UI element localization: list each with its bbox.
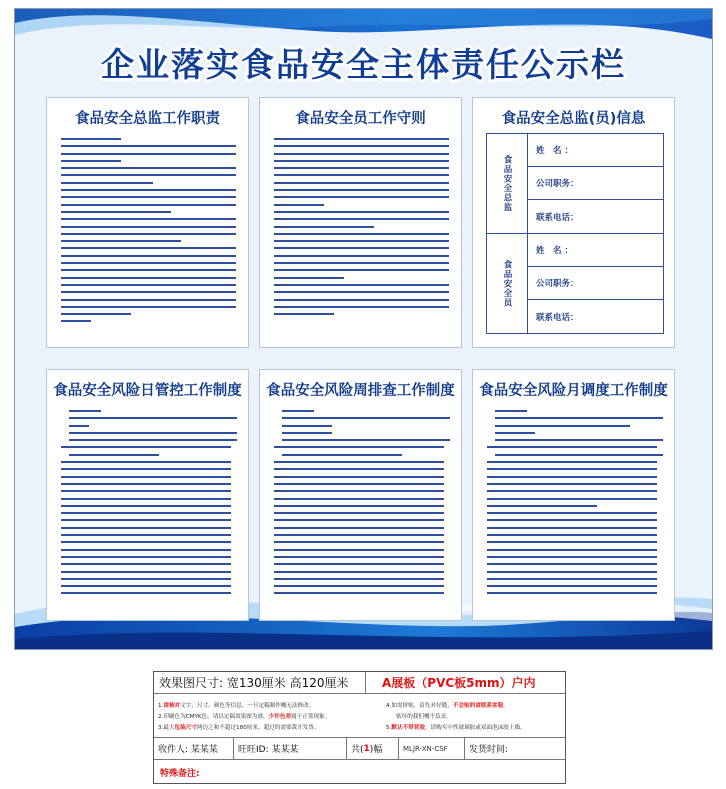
placeholder-text-lines	[61, 138, 236, 328]
panel-weekly-check	[259, 369, 462, 621]
info-table	[486, 133, 664, 334]
receiver-label: 收件人: 某某某	[154, 738, 234, 759]
panel-title: 食品安全风险周排查工作制度	[266, 383, 455, 399]
panel-title: 食品安全风险月调度工作制度	[479, 383, 668, 399]
info-row-position: 公司职务：	[528, 167, 663, 200]
product-code: MLJR-XN-CSF	[399, 738, 465, 759]
panel-title: 食品安全总监工作职责	[75, 111, 220, 127]
placeholder-text-lines	[274, 138, 449, 320]
sheet-count: 共( 1 )幅	[347, 738, 399, 759]
info-row-position: 公司职务：	[528, 267, 663, 300]
info-row-phone: 联系电话：	[536, 212, 579, 223]
info-group-director	[487, 134, 663, 234]
group-label: 食品安全员	[502, 259, 512, 308]
order-spec-card	[153, 671, 566, 784]
panel-daily-control	[46, 369, 249, 621]
material-label: A展板（PVC板5mm）户内	[382, 676, 536, 690]
group-label: 食品安全总监	[502, 155, 512, 212]
placeholder-text-lines	[61, 410, 237, 600]
panel-title: 食品安全风险日管控工作制度	[53, 383, 242, 399]
placeholder-text-lines	[487, 410, 663, 600]
info-group-officer	[487, 234, 663, 333]
placeholder-text-lines	[274, 410, 450, 600]
panel-officer-rules	[259, 97, 462, 348]
board-title: 企业落实食品安全主体责任公示栏	[101, 45, 626, 84]
panel-director-duties	[46, 97, 249, 348]
wangwang-label: 旺旺ID: 某某某	[234, 738, 347, 759]
info-row-name: 姓 名 ：	[528, 134, 663, 167]
panel-title: 食品安全员工作守则	[295, 111, 426, 127]
info-row-phone: 联系电话：	[536, 312, 579, 323]
panel-monthly-dispatch	[472, 369, 675, 621]
info-row-name: 姓 名 ：	[528, 234, 663, 267]
remark-label: 特殊备注:	[160, 768, 200, 779]
ship-time-label: 发货时间:	[469, 745, 509, 755]
notes-block: 1.请核对文字、尺寸、颜色等信息，一旦定稿制作概无法修改。 2.印刷色为CMYK色，请以定稿效果图为准，少许色差属于正常现象。 3.最大包装尺寸两边之和不超过180厘米，超过的需要裁开发货。 4.如需拼贴，请先对好缝，不会贴的请联系客服。 贴坏的我们概不负责。 5.默认不带背胶，请购买中性玻璃胶或双面泡沫胶上墙。	[154, 694, 565, 738]
size-label: 效果图尺寸: 宽130厘米 高120厘米	[154, 672, 366, 693]
bulletin-board	[14, 8, 713, 650]
panel-title: 食品安全总监(员)信息	[501, 111, 646, 127]
panel-officer-info	[472, 97, 675, 348]
